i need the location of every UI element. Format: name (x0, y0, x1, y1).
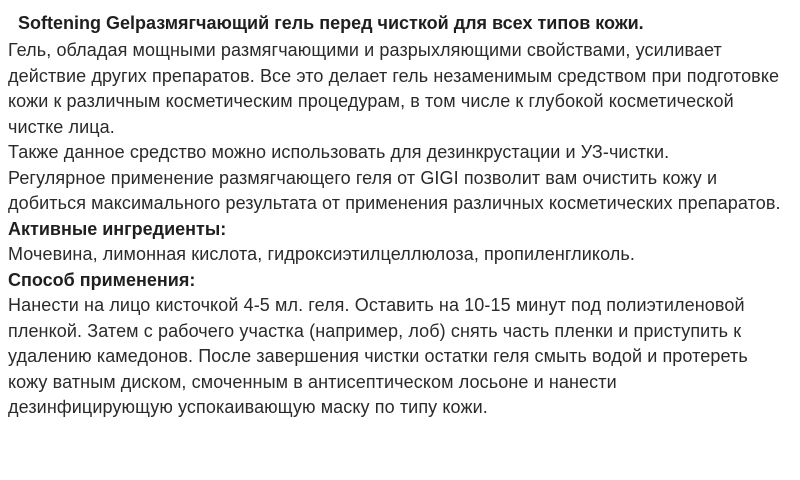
description-paragraph-3: Регулярное применение размягчающего геля от GIGI позволит вам очистить кожу и добиться максимального результата от применения различных косметических препаратов. (8, 167, 781, 213)
ingredients-text: Мочевина, лимонная кислота, гидроксиэтилцеллюлоза, пропиленгликоль. (8, 244, 635, 264)
product-title: Softening Gelразмягчающий гель перед чисткой для всех типов кожи. (18, 13, 644, 33)
description-paragraph-1: Гель, обладая мощными размягчающими и разрыхляющими свойствами, усиливает действие других препаратов. Все это делает гель незаменимым средством при подготовке кожи к различным косметическим процедурам, в том числе к глубокой косметической чистке лица. (8, 40, 780, 137)
usage-text: Нанести на лицо кисточкой 4-5 мл. геля. Оставить на 10-15 минут под полиэтиленовой пленкой. Затем с рабочего участка (например, лоб) снять часть пленки и приступить к удалению камедонов. После завершения чистки остатки геля смыть водой и протереть кожу ватным диском, смоченным в антисептическом лосьоне и нанести дезинфицирующую успокаивающую маску по типу кожи. (8, 295, 748, 417)
description-paragraph-2: Также данное средство можно использовать для дезинкрустации и УЗ-чистки. (8, 142, 670, 162)
usage-heading: Способ применения: (8, 269, 196, 290)
ingredients-heading: Активные ингредиенты: (8, 218, 227, 239)
